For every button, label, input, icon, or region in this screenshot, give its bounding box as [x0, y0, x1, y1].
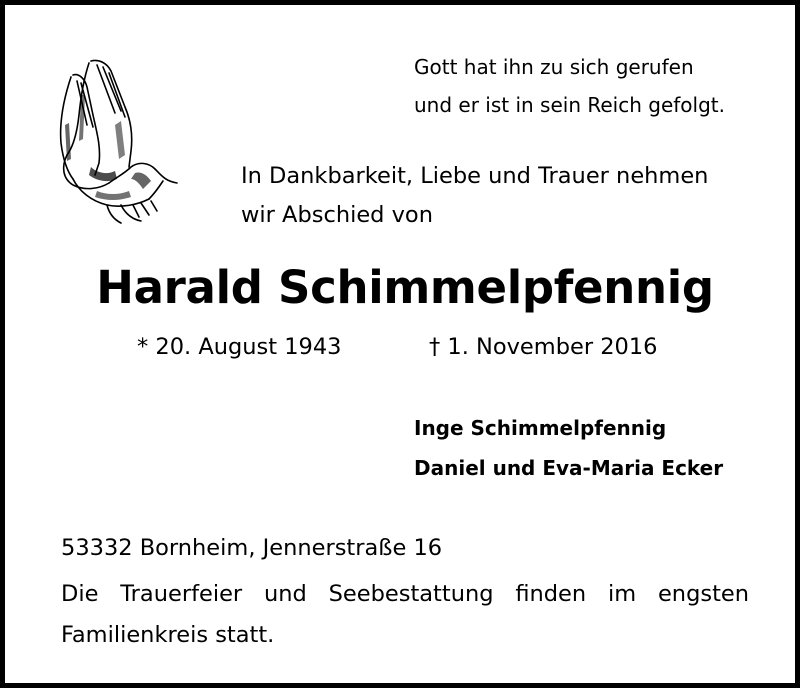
- funeral-note-line-2: Familienkreis statt.: [61, 622, 275, 648]
- intro-line-1: In Dankbarkeit, Liebe und Trauer nehmen: [241, 163, 709, 189]
- mourner-name: Inge Schimmelpfennig: [414, 416, 667, 440]
- death-date: † 1. November 2016: [429, 334, 658, 360]
- deceased-name: Harald Schimmelpfennig: [96, 261, 714, 314]
- verse-line-1: Gott hat ihn zu sich gerufen: [414, 55, 694, 79]
- mourning-address: 53332 Bornheim, Jennerstraße 16: [61, 535, 443, 561]
- mourner-name: Daniel und Eva-Maria Ecker: [414, 456, 724, 480]
- praying-hands-icon: [51, 55, 181, 230]
- birth-date: * 20. August 1943: [137, 334, 342, 360]
- funeral-note-line-1: Die Trauerfeier und Seebestattung finden im engsten: [61, 581, 749, 607]
- verse-line-2: und er ist in sein Reich gefolgt.: [414, 93, 725, 117]
- intro-line-2: wir Abschied von: [241, 202, 433, 228]
